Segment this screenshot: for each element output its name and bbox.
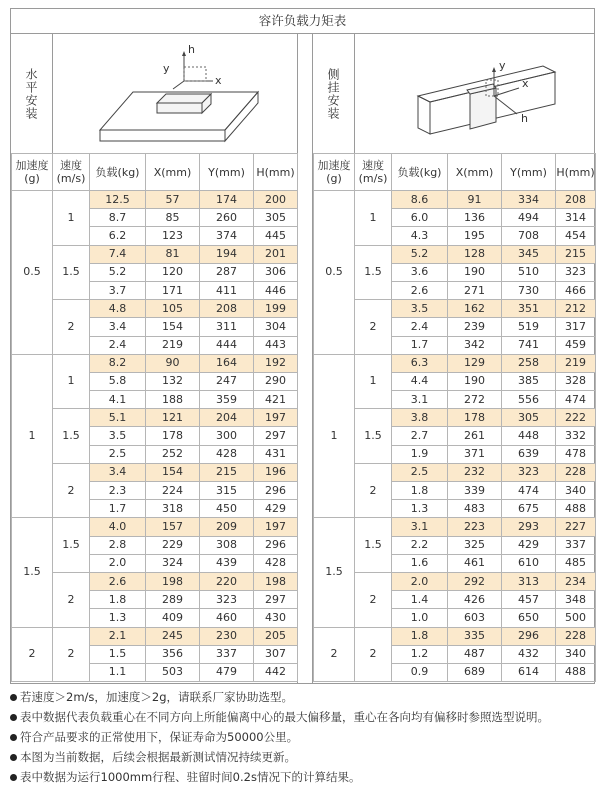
- value-cell: 610: [502, 554, 556, 572]
- value-cell: 197: [254, 409, 298, 427]
- value-cell: 171: [146, 281, 200, 299]
- value-cell: 426: [448, 591, 502, 609]
- value-cell: 457: [502, 591, 556, 609]
- value-cell: 190: [448, 263, 502, 281]
- value-cell: 7.4: [90, 245, 146, 263]
- speed-cell: 1.5: [355, 518, 392, 573]
- value-cell: 157: [146, 518, 200, 536]
- table-title: 容许负载力矩表: [11, 9, 594, 34]
- value-cell: 1.3: [90, 609, 146, 627]
- value-cell: 154: [146, 463, 200, 481]
- table-row: [314, 300, 596, 318]
- value-cell: 91: [448, 191, 502, 209]
- value-cell: 198: [146, 572, 200, 590]
- value-cell: 209: [200, 518, 254, 536]
- column-header: 加速度 (g): [12, 154, 53, 191]
- value-cell: 1.8: [392, 482, 448, 500]
- value-cell: 4.8: [90, 300, 146, 318]
- value-cell: 239: [448, 318, 502, 336]
- column-header: X(mm): [146, 154, 200, 191]
- value-cell: 6.0: [392, 209, 448, 227]
- value-cell: 3.4: [90, 318, 146, 336]
- value-cell: 359: [200, 391, 254, 409]
- value-cell: 204: [200, 409, 254, 427]
- value-cell: 5.8: [90, 372, 146, 390]
- bullet-icon: [10, 774, 17, 781]
- value-cell: 603: [448, 609, 502, 627]
- speed-cell: 1.5: [53, 245, 90, 300]
- axis-label-y: y: [163, 62, 170, 75]
- value-cell: 252: [146, 445, 200, 463]
- value-cell: 459: [556, 336, 596, 354]
- value-cell: 371: [448, 445, 502, 463]
- value-cell: 271: [448, 281, 502, 299]
- value-cell: 650: [502, 609, 556, 627]
- table-row: [314, 409, 596, 427]
- value-cell: 342: [448, 336, 502, 354]
- value-cell: 474: [502, 482, 556, 500]
- value-cell: 4.3: [392, 227, 448, 245]
- value-cell: 556: [502, 391, 556, 409]
- value-cell: 290: [254, 372, 298, 390]
- value-cell: 228: [556, 463, 596, 481]
- value-cell: 334: [502, 191, 556, 209]
- value-cell: 450: [200, 500, 254, 518]
- table-row: [314, 627, 596, 645]
- value-cell: 3.4: [90, 463, 146, 481]
- column-header: Y(mm): [200, 154, 254, 191]
- value-cell: 5.1: [90, 409, 146, 427]
- value-cell: 639: [502, 445, 556, 463]
- table-row: [12, 463, 298, 481]
- value-cell: 345: [502, 245, 556, 263]
- value-cell: 190: [448, 372, 502, 390]
- column-header: H(mm): [254, 154, 298, 191]
- value-cell: 2.6: [90, 572, 146, 590]
- value-cell: 487: [448, 645, 502, 663]
- value-cell: 1.2: [392, 645, 448, 663]
- value-cell: 2.1: [90, 627, 146, 645]
- value-cell: 461: [448, 554, 502, 572]
- column-header: 速度 (m/s): [355, 154, 392, 191]
- value-cell: 192: [254, 354, 298, 372]
- value-cell: 430: [254, 609, 298, 627]
- value-cell: 105: [146, 300, 200, 318]
- bullet-icon: [10, 694, 17, 701]
- value-cell: 454: [556, 227, 596, 245]
- table-row: [12, 354, 298, 372]
- value-cell: 194: [200, 245, 254, 263]
- value-cell: 3.1: [392, 518, 448, 536]
- value-cell: 296: [502, 627, 556, 645]
- value-cell: 300: [200, 427, 254, 445]
- value-cell: 1.7: [90, 500, 146, 518]
- value-cell: 1.6: [392, 554, 448, 572]
- value-cell: 136: [448, 209, 502, 227]
- value-cell: 442: [254, 663, 298, 681]
- note-item: 若速度＞2m/s，加速度＞2g，请联系厂家协助选型。: [10, 687, 600, 707]
- value-cell: 614: [502, 663, 556, 681]
- value-cell: 519: [502, 318, 556, 336]
- value-cell: 485: [556, 554, 596, 572]
- accel-cell: 1.5: [12, 518, 53, 627]
- value-cell: 3.5: [90, 427, 146, 445]
- value-cell: 741: [502, 336, 556, 354]
- value-cell: 229: [146, 536, 200, 554]
- horizontal-load-table: [11, 153, 298, 682]
- value-cell: 1.1: [90, 663, 146, 681]
- column-header: X(mm): [448, 154, 502, 191]
- value-cell: 332: [556, 427, 596, 445]
- value-cell: 478: [556, 445, 596, 463]
- value-cell: 223: [448, 518, 502, 536]
- value-cell: 132: [146, 372, 200, 390]
- value-cell: 479: [200, 663, 254, 681]
- value-cell: 208: [556, 191, 596, 209]
- value-cell: 314: [556, 209, 596, 227]
- value-cell: 57: [146, 191, 200, 209]
- value-cell: 3.5: [392, 300, 448, 318]
- value-cell: 374: [200, 227, 254, 245]
- value-cell: 510: [502, 263, 556, 281]
- value-cell: 340: [556, 482, 596, 500]
- value-cell: 488: [556, 500, 596, 518]
- table-row: [12, 245, 298, 263]
- table-row: [314, 463, 596, 481]
- value-cell: 296: [254, 536, 298, 554]
- value-cell: 289: [146, 591, 200, 609]
- table-row: [314, 354, 596, 372]
- horizontal-mount-diagram: [53, 34, 297, 153]
- value-cell: 162: [448, 300, 502, 318]
- value-cell: 178: [448, 409, 502, 427]
- value-cell: 304: [254, 318, 298, 336]
- value-cell: 2.5: [392, 463, 448, 481]
- value-cell: 81: [146, 245, 200, 263]
- value-cell: 230: [200, 627, 254, 645]
- note-item: 本图为当前数据，后续会根据最新测试情况持续更新。: [10, 747, 600, 767]
- value-cell: 315: [200, 482, 254, 500]
- value-cell: 297: [254, 591, 298, 609]
- value-cell: 2.5: [90, 445, 146, 463]
- value-cell: 222: [556, 409, 596, 427]
- value-cell: 215: [556, 245, 596, 263]
- value-cell: 1.8: [392, 627, 448, 645]
- value-cell: 323: [502, 463, 556, 481]
- value-cell: 1.0: [392, 609, 448, 627]
- table-row: [12, 627, 298, 645]
- value-cell: 689: [448, 663, 502, 681]
- value-cell: 8.2: [90, 354, 146, 372]
- value-cell: 297: [254, 427, 298, 445]
- value-cell: 2.8: [90, 536, 146, 554]
- value-cell: 324: [146, 554, 200, 572]
- value-cell: 356: [146, 645, 200, 663]
- note-item: 表中数据代表负载重心在不同方向上所能偏离中心的最大偏移量，重心在各向均有偏移时参照选型说明。: [10, 707, 600, 727]
- speed-cell: 2: [53, 463, 90, 518]
- value-cell: 448: [502, 427, 556, 445]
- value-cell: 129: [448, 354, 502, 372]
- value-cell: 4.1: [90, 391, 146, 409]
- value-cell: 328: [556, 372, 596, 390]
- value-cell: 234: [556, 572, 596, 590]
- value-cell: 2.7: [392, 427, 448, 445]
- accel-cell: 2: [314, 627, 355, 682]
- notes-list: [10, 687, 600, 787]
- value-cell: 439: [200, 554, 254, 572]
- column-header: 负载(kg): [392, 154, 448, 191]
- value-cell: 195: [448, 227, 502, 245]
- value-cell: 5.2: [392, 245, 448, 263]
- value-cell: 317: [556, 318, 596, 336]
- speed-cell: 2: [355, 627, 392, 682]
- value-cell: 128: [448, 245, 502, 263]
- axis-label-y: y: [499, 59, 506, 72]
- side-mount-panel: [312, 34, 595, 683]
- value-cell: 4.4: [392, 372, 448, 390]
- value-cell: 708: [502, 227, 556, 245]
- value-cell: 199: [254, 300, 298, 318]
- speed-cell: 1.5: [53, 409, 90, 464]
- column-header: 加速度 (g): [314, 154, 355, 191]
- value-cell: 503: [146, 663, 200, 681]
- value-cell: 675: [502, 500, 556, 518]
- speed-cell: 1.5: [53, 518, 90, 573]
- value-cell: 121: [146, 409, 200, 427]
- value-cell: 178: [146, 427, 200, 445]
- value-cell: 1.9: [392, 445, 448, 463]
- value-cell: 444: [200, 336, 254, 354]
- value-cell: 215: [200, 463, 254, 481]
- value-cell: 12.5: [90, 191, 146, 209]
- table-row: [12, 409, 298, 427]
- value-cell: 208: [200, 300, 254, 318]
- value-cell: 245: [146, 627, 200, 645]
- speed-cell: 1: [53, 191, 90, 246]
- value-cell: 1.3: [392, 500, 448, 518]
- column-header: 负载(kg): [90, 154, 146, 191]
- note-item: 表中数据为运行1000mm行程、驻留时间0.2s情况下的计算结果。: [10, 767, 600, 787]
- value-cell: 2.2: [392, 536, 448, 554]
- value-cell: 348: [556, 591, 596, 609]
- value-cell: 201: [254, 245, 298, 263]
- axis-label-h: h: [188, 43, 195, 56]
- value-cell: 219: [556, 354, 596, 372]
- speed-cell: 2: [53, 300, 90, 355]
- value-cell: 224: [146, 482, 200, 500]
- value-cell: 443: [254, 336, 298, 354]
- value-cell: 247: [200, 372, 254, 390]
- accel-cell: 0.5: [314, 191, 355, 355]
- value-cell: 446: [254, 281, 298, 299]
- value-cell: 307: [254, 645, 298, 663]
- column-header: 速度 (m/s): [53, 154, 90, 191]
- speed-cell: 2: [355, 572, 392, 627]
- note-item: 符合产品要求的正常使用下，保证寿命为50000公里。: [10, 727, 600, 747]
- value-cell: 305: [254, 209, 298, 227]
- value-cell: 205: [254, 627, 298, 645]
- speed-cell: 1: [355, 191, 392, 246]
- accel-cell: 0.5: [12, 191, 53, 355]
- value-cell: 428: [200, 445, 254, 463]
- speed-cell: 2: [355, 300, 392, 355]
- value-cell: 1.8: [90, 591, 146, 609]
- value-cell: 2.4: [392, 318, 448, 336]
- value-cell: 120: [146, 263, 200, 281]
- value-cell: 488: [556, 663, 596, 681]
- value-cell: 219: [146, 336, 200, 354]
- value-cell: 4.0: [90, 518, 146, 536]
- value-cell: 260: [200, 209, 254, 227]
- bullet-icon: [10, 754, 17, 761]
- value-cell: 421: [254, 391, 298, 409]
- value-cell: 460: [200, 609, 254, 627]
- value-cell: 3.8: [392, 409, 448, 427]
- axis-label-x: x: [522, 77, 529, 90]
- speed-cell: 2: [53, 572, 90, 627]
- value-cell: 227: [556, 518, 596, 536]
- value-cell: 287: [200, 263, 254, 281]
- value-cell: 8.6: [392, 191, 448, 209]
- axis-label-x: x: [215, 74, 222, 87]
- value-cell: 500: [556, 609, 596, 627]
- axis-label-h: h: [521, 112, 528, 125]
- value-cell: 2.0: [90, 554, 146, 572]
- value-cell: 313: [502, 572, 556, 590]
- value-cell: 3.6: [392, 263, 448, 281]
- value-cell: 730: [502, 281, 556, 299]
- value-cell: 318: [146, 500, 200, 518]
- value-cell: 258: [502, 354, 556, 372]
- value-cell: 409: [146, 609, 200, 627]
- value-cell: 323: [200, 591, 254, 609]
- speed-cell: 2: [53, 627, 90, 682]
- column-header: H(mm): [556, 154, 596, 191]
- value-cell: 1.5: [90, 645, 146, 663]
- value-cell: 305: [502, 409, 556, 427]
- speed-cell: 1.5: [355, 245, 392, 300]
- value-cell: 5.2: [90, 263, 146, 281]
- value-cell: 292: [448, 572, 502, 590]
- value-cell: 2.6: [392, 281, 448, 299]
- table-row: [314, 518, 596, 536]
- value-cell: 466: [556, 281, 596, 299]
- value-cell: 6.3: [392, 354, 448, 372]
- bullet-icon: [10, 714, 17, 721]
- table-row: [314, 572, 596, 590]
- accel-cell: 1.5: [314, 518, 355, 627]
- speed-cell: 1: [355, 354, 392, 409]
- value-cell: 8.7: [90, 209, 146, 227]
- value-cell: 411: [200, 281, 254, 299]
- load-moment-table: [10, 8, 595, 684]
- bullet-icon: [10, 734, 17, 741]
- value-cell: 85: [146, 209, 200, 227]
- table-row: [314, 191, 596, 209]
- mount-label-horizontal: 水平安装: [11, 34, 53, 153]
- value-cell: 196: [254, 463, 298, 481]
- value-cell: 429: [502, 536, 556, 554]
- value-cell: 2.3: [90, 482, 146, 500]
- value-cell: 3.1: [392, 391, 448, 409]
- value-cell: 1.7: [392, 336, 448, 354]
- value-cell: 385: [502, 372, 556, 390]
- side-mount-diagram: [355, 34, 595, 153]
- value-cell: 6.2: [90, 227, 146, 245]
- accel-cell: 2: [12, 627, 53, 682]
- value-cell: 428: [254, 554, 298, 572]
- table-row: [12, 300, 298, 318]
- value-cell: 232: [448, 463, 502, 481]
- accel-cell: 1: [12, 354, 53, 518]
- value-cell: 1.4: [392, 591, 448, 609]
- value-cell: 272: [448, 391, 502, 409]
- horizontal-mount-panel: [11, 34, 298, 683]
- value-cell: 293: [502, 518, 556, 536]
- value-cell: 0.9: [392, 663, 448, 681]
- value-cell: 3.7: [90, 281, 146, 299]
- table-row: [12, 191, 298, 209]
- value-cell: 123: [146, 227, 200, 245]
- value-cell: 337: [200, 645, 254, 663]
- value-cell: 445: [254, 227, 298, 245]
- value-cell: 2.4: [90, 336, 146, 354]
- value-cell: 308: [200, 536, 254, 554]
- value-cell: 197: [254, 518, 298, 536]
- value-cell: 164: [200, 354, 254, 372]
- value-cell: 200: [254, 191, 298, 209]
- value-cell: 325: [448, 536, 502, 554]
- value-cell: 429: [254, 500, 298, 518]
- value-cell: 311: [200, 318, 254, 336]
- speed-cell: 2: [355, 463, 392, 518]
- table-row: [12, 572, 298, 590]
- value-cell: 431: [254, 445, 298, 463]
- value-cell: 337: [556, 536, 596, 554]
- value-cell: 212: [556, 300, 596, 318]
- value-cell: 228: [556, 627, 596, 645]
- mount-label-side: 侧挂安装: [313, 34, 355, 153]
- value-cell: 432: [502, 645, 556, 663]
- value-cell: 351: [502, 300, 556, 318]
- value-cell: 188: [146, 391, 200, 409]
- value-cell: 323: [556, 263, 596, 281]
- value-cell: 340: [556, 645, 596, 663]
- value-cell: 474: [556, 391, 596, 409]
- value-cell: 198: [254, 572, 298, 590]
- value-cell: 339: [448, 482, 502, 500]
- accel-cell: 1: [314, 354, 355, 518]
- value-cell: 335: [448, 627, 502, 645]
- value-cell: 90: [146, 354, 200, 372]
- value-cell: 220: [200, 572, 254, 590]
- table-row: [314, 245, 596, 263]
- value-cell: 154: [146, 318, 200, 336]
- side-load-table: [313, 153, 596, 682]
- value-cell: 2.0: [392, 572, 448, 590]
- value-cell: 261: [448, 427, 502, 445]
- value-cell: 483: [448, 500, 502, 518]
- value-cell: 306: [254, 263, 298, 281]
- value-cell: 494: [502, 209, 556, 227]
- column-header: Y(mm): [502, 154, 556, 191]
- value-cell: 174: [200, 191, 254, 209]
- value-cell: 296: [254, 482, 298, 500]
- speed-cell: 1.5: [355, 409, 392, 464]
- speed-cell: 1: [53, 354, 90, 409]
- table-row: [12, 518, 298, 536]
